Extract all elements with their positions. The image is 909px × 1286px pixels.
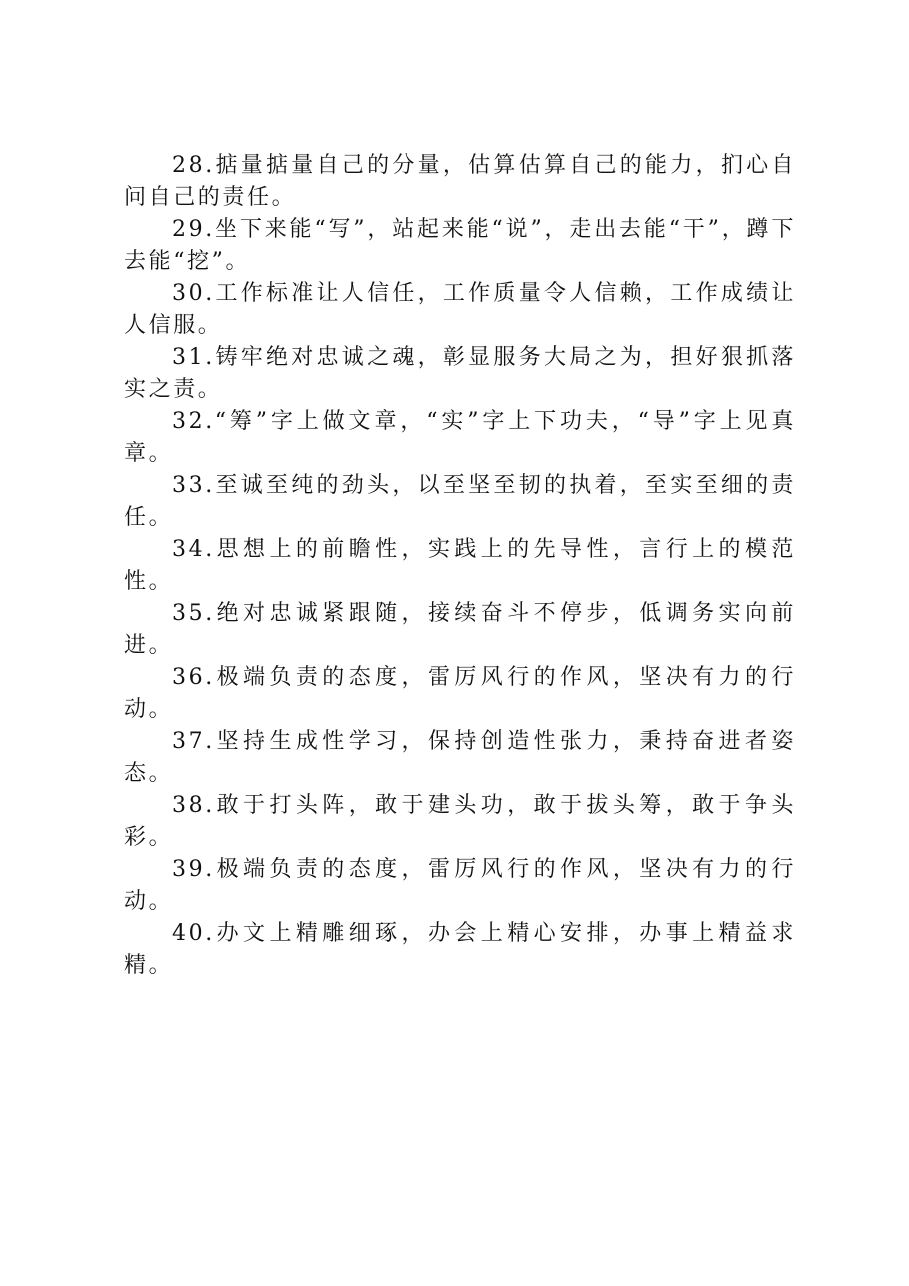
paragraph-28: 28.掂量掂量自己的分量，估算估算自己的能力，扪心自问自己的责任。	[124, 153, 796, 210]
paragraph-33: 33.至诚至纯的劲头，以至坚至韧的执着，至实至细的责任。	[124, 473, 796, 530]
paragraph-31: 31.铸牢绝对忠诚之魂，彰显服务大局之为，担好狠抓落实之责。	[124, 345, 796, 402]
paragraph-35: 35.绝对忠诚紧跟随，接续奋斗不停步，低调务实向前进。	[124, 601, 796, 658]
paragraph-37: 37.坚持生成性学习，保持创造性张力，秉持奋进者姿态。	[124, 729, 796, 786]
paragraph-32: 32.“筹”字上做文章，“实”字上下功夫，“导”字上见真章。	[124, 409, 796, 466]
paragraph-29: 29.坐下来能“写”，站起来能“说”，走出去能“干”，蹲下去能“挖”。	[124, 217, 796, 274]
paragraph-34: 34.思想上的前瞻性，实践上的先导性，言行上的模范性。	[124, 537, 796, 594]
paragraph-40: 40.办文上精雕细琢，办会上精心安排，办事上精益求精。	[124, 921, 796, 978]
paragraph-39: 39.极端负责的态度，雷厉风行的作风，坚决有力的行动。	[124, 857, 796, 914]
paragraph-36: 36.极端负责的态度，雷厉风行的作风，坚决有力的行动。	[124, 665, 796, 722]
paragraph-38: 38.敢于打头阵，敢于建头功，敢于拔头筹，敢于争头彩。	[124, 793, 796, 850]
document-body	[124, 150, 796, 982]
paragraph-30: 30.工作标准让人信任，工作质量令人信赖，工作成绩让人信服。	[124, 281, 796, 338]
